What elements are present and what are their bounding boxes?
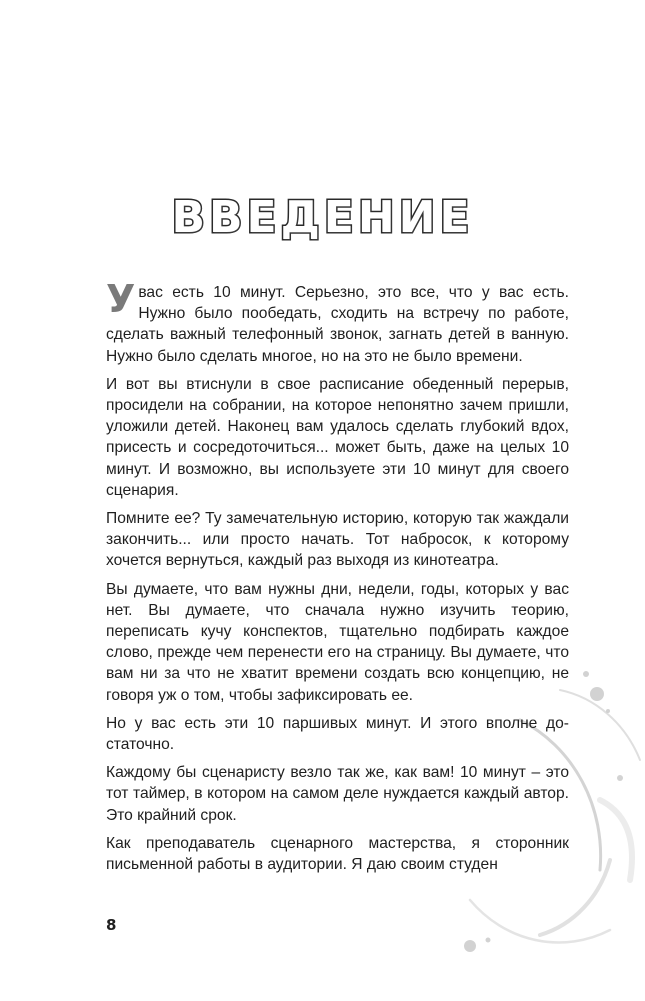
paragraph-1 — [106, 277, 569, 367]
paragraph-7: Как преподаватель сценарного мастерства, я сторонник письменной работы в аудитории. Я даю своим студен — [106, 834, 569, 874]
page-number: 8 — [106, 916, 117, 934]
paragraph-1-text: вас есть 10 минут. Серьезно, это все, что у вас есть. Нужно было пообедать, сходить на встречу по работе, сделать важный телефонный звонок, загнать детей в ванную. Нужно было сделать многое, но на это не было времени. — [106, 284, 569, 365]
paragraph-3: Помните ее? Ту замечательную историю, которую так жаждали закончить... или просто начать. Тот набросок, к которому хочется вернуться, каждый раз выходя из кинотеатра. — [106, 510, 569, 570]
chapter-title: ВВЕДЕНИЕ — [171, 192, 474, 243]
paragraph-2: И вот вы втиснули в свое расписание обеденный перерыв, просидели на собрании, на которое непонятно зачем пришли, уложили детей. Наконец вам удалось сделать глубокий вдох, присесть и сосредоточиться... может быть, даже на целых 10 минут. И возможно, вы используете эти 10 минут для своего сценария. — [106, 375, 569, 499]
paragraph-4: Вы думаете, что вам нужны дни, недели, годы, которых у вас нет. Вы думаете, что сначала нужно изучить теорию, переписать кучу конспектов, тщательно подбирать каждое слово, прежде чем перенести его на страницу. Вы думаете, что вам ни за что не хватит времени создать всю концепцию, не говоря уж о том, чтобы зафиксировать ее. — [106, 580, 569, 704]
drop-cap: У — [106, 277, 136, 321]
body-text — [106, 277, 569, 882]
paragraph-6: Каждому бы сценаристу везло так же, как вам! 10 минут – это тот таймер, в котором на самом деле нуждается каждый автор. Это крайний срок. — [106, 764, 569, 824]
paragraph-5: Но у вас есть эти 10 паршивых минут. И этого вполне достаточно. — [106, 714, 569, 754]
